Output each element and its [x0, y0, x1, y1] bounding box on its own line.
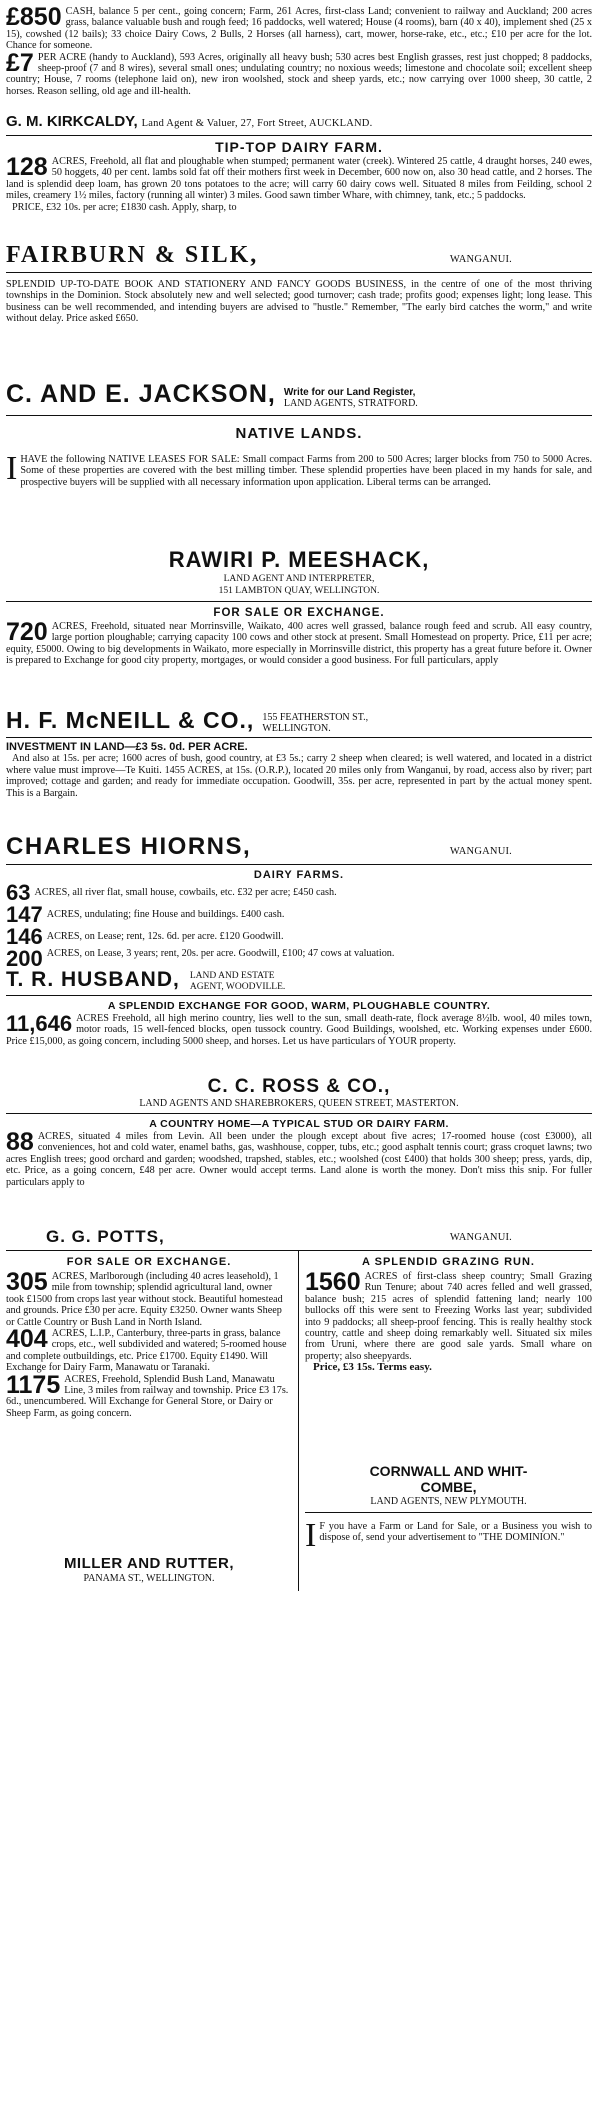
husband-item-text: ACRES, on Lease; rent, 12s. 6d. per acre. £120 Goodwill.: [46, 931, 284, 942]
ad-potts: [6, 1114, 592, 1251]
husband-item-text: ACRES, all river flat, small house, cowbails, etc. £32 per acre; £450 cash.: [34, 887, 337, 898]
husband-item-lead: 63: [6, 882, 31, 904]
ad-ross: [6, 996, 592, 1114]
potts-signature: [6, 1227, 592, 1247]
husband-title-1: LAND AND ESTATE: [189, 971, 275, 981]
ross-lead: 11,646: [6, 1011, 73, 1036]
cornwall-text: ACRES of first-class sheep country; Small Grazing Run Tenure; about 740 acres felled and well grassed, balance bush; 215 acres of splendid fattening land; nearly 100 bullocks off this were sent to Freezing Works last year; subdivided into 9 paddocks; all sheep-proof fencing. This is really healthy stock country, cattle and sheep doing remarkably well. Situated six miles from Uruni, where there are good sale yards. Small whare on property; also sheepyards.: [305, 1271, 592, 1362]
hiorns-title: INVESTMENT IN LAND—£3 5s. 0d. PER ACRE.: [6, 741, 248, 753]
jackson-body: [6, 279, 592, 325]
ross-name: C. C. ROSS & CO.,: [207, 1076, 391, 1097]
husband-item: [6, 948, 592, 970]
mcneill-address: [262, 712, 368, 734]
husband-item-text: ACRES, on Lease, 3 years; rent, 20s. per acre. Goodwill, £100; 47 cows at valuation.: [46, 948, 395, 959]
kirkcaldy-address: Land Agent & Valuer, 27, Fort Street, AUCKLAND.: [141, 118, 373, 129]
husband-item-text: ACRES, undulating; fine House and buildings. £400 cash.: [46, 909, 285, 920]
fairburn-lead: 128: [6, 153, 48, 181]
husband-item: [6, 904, 592, 926]
cornwall-heading: A SPLENDID GRAZING RUN.: [362, 1256, 535, 1268]
husband-signature: [6, 968, 592, 992]
kirkcaldy-text-2: PER ACRE (handy to Auckland), 593 Acres, originally all heavy bush; 530 acres best English grasses, rest just chopped; 8 paddocks, sheep-proof (7 and 8 wires), several small ones; undulating country; no noxious weeds; limestone and chocolate soil; excellent sheep country; House, 7 rooms (telephone laid on), new iron woolshed, stock and sheep yards, etc.; now carrying over 1000 sheep, 30 cattle, 2 horses. Reason selling, old age and ill-health.: [6, 51, 592, 97]
potts-lead: 88: [6, 1128, 34, 1156]
miller-name: MILLER AND RUTTER,: [63, 1555, 235, 1572]
meeshack-body: [6, 450, 592, 488]
miller-item-lead: 305: [6, 1271, 48, 1296]
cornwall-name-1: CORNWALL AND WHIT-: [369, 1463, 528, 1479]
fairburn-text: ACRES, Freehold, all flat and ploughable when stumped; permanent water (creek). Wintered 25 cattle, 4 draught horses, 240 ewes, 50 hoggets, 40 per cent. lambs sold fat off their mothers first week in December, 600 now on, also 30 head cattle, and 2 horses. The land is splendid deep loam, has grown 20 tons potatoes to the acre; will carry 60 dairy cows well. Situated 8 miles from Feilding, school 2 miles, creamery 1½ miles, factory (running all winter) 3 miles. Good sawn timber Whare, with chimney, tank, etc.; 5 paddocks.: [6, 156, 592, 202]
husband-title-2: AGENT, WOODVILLE.: [189, 981, 286, 992]
husband-item-lead: 146: [6, 926, 43, 948]
husband-item: [6, 926, 592, 948]
right-column: [299, 1251, 592, 1591]
miller-address: PANAMA ST., WELLINGTON.: [83, 1573, 215, 1584]
husband-name: T. R. HUSBAND,: [6, 968, 180, 991]
mcneill-name: H. F. McNEILL & CO.,: [6, 707, 255, 733]
meeshack-address: 151 LAMBTON QUAY, WELLINGTON.: [218, 586, 380, 596]
jackson-note-1: Write for our Land Register,: [283, 387, 416, 398]
ad-miller: [6, 1251, 299, 1591]
miller-heading: FOR SALE OR EXCHANGE.: [66, 1256, 232, 1268]
ad-mcneill: [6, 602, 592, 738]
kirkcaldy-signature: [6, 113, 592, 131]
potts-heading: A COUNTRY HOME—A TYPICAL STUD OR DAIRY FARM.: [149, 1118, 449, 1130]
ross-body: [6, 1013, 592, 1047]
ross-heading: A SPLENDID EXCHANGE FOR GOOD, WARM, PLOUGHABLE COUNTRY.: [107, 1000, 491, 1012]
mcneill-text: ACRES, Freehold, situated near Morrinsville, Waikato, 400 acres well grassed, balance rough feed and scrub. All easy country, large portion ploughable; carrying capacity 100 cows and other stock at present. Small Homestead on property. Price, £11 per acre; equity, £5000. Owing to big developments in Waikato, more especially in Morrinsville district, this property has a great future before it. Owner is prepared to Exchange for good city property, mortgages, or would consider a good business. For full particulars, apply: [6, 621, 592, 667]
fairburn-signature: [6, 242, 592, 269]
meeshack-signature: [6, 547, 592, 597]
meeshack-title: LAND AGENT AND INTERPRETER,: [223, 574, 375, 584]
miller-item-text: ACRES, Marlborough (including 40 acres leasehold), 1 mile from township; splendid agricultural land, owner took £1500 from crops last year without stock. Beautiful homestead and grounds. Price £30 per acre. Equity £3250. Owner wants Sheep or Cattle Country or Bush Land in North Island.: [6, 1271, 283, 1328]
meeshack-name: RAWIRI P. MEESHACK,: [168, 547, 430, 572]
husband-item: [6, 882, 592, 904]
mcneill-body: [6, 618, 592, 667]
fairburn-price: PRICE, £32 10s. per acre; £1830 cash. Apply, sharp, to: [12, 201, 237, 213]
ad-kirkcaldy: [6, 4, 592, 136]
mcneill-signature: [6, 707, 592, 734]
ross-text: ACRES Freehold, all high merino country, lies well to the sun, small death-rate, flock average 8½lb. wool, 40 miles town, motor roads, 15 well-fenced blocks, open tussock country. Good Buildings, woolshed, etc. Working expenses under £600. Price £15,000, as going concern, including 5000 sheep, and horses. Let us have particulars of YOUR property.: [6, 1013, 592, 1047]
dominion-text: F you have a Farm or Land for Sale, or a Business you wish to dispose of, send your advertisement to "THE DOMINION.": [319, 1521, 592, 1544]
ad-meeshack: [6, 416, 592, 602]
dominion-body: [305, 1517, 592, 1554]
cornwall-price: Price, £3 15s. Terms easy.: [313, 1361, 432, 1374]
miller-item: [6, 1328, 292, 1374]
ad-jackson: [6, 273, 592, 416]
meeshack-text: HAVE the following NATIVE LEASES FOR SALE: Small compact Farms from 200 to 500 Acres; larger blocks from 750 to 5000 Acres. Some of these properties are covered with the best milling timber. These splendid properties have been placed in my hands for sale, and prospective buyers will be supplied with all necessary information upon application. Liberal terms can be arranged.: [20, 454, 592, 488]
jackson-signature: [6, 380, 592, 409]
husband-item-lead: 147: [6, 904, 43, 926]
ross-address: LAND AGENTS AND SHAREBROKERS, QUEEN STREET, MASTERTON.: [139, 1098, 459, 1109]
ad-cornwall: [305, 1251, 592, 1513]
miller-item-lead: 404: [6, 1328, 48, 1354]
kirkcaldy-para-2: [6, 48, 592, 98]
meeshack-heading: NATIVE LANDS.: [235, 425, 363, 442]
jackson-name: C. AND E. JACKSON,: [6, 380, 276, 408]
husband-item-lead: 200: [6, 948, 43, 970]
kirkcaldy-lead-acre: £7: [6, 48, 34, 77]
potts-text: ACRES, situated 4 miles from Levin. All been under the plough except about five acres; 17-roomed house (cost £3000), all conveniences, hot and cold water, enamel baths, gas, washhouse, copper, tubs, etc.; good asphalt tennis court; grass croquet lawns; two acres English trees; good orchard and garden; woodshed, trapshed, stables, etc.; woolshed (cost £400) that holds 300 sheep; press, yards, dip, etc. Price, as a going concern, £48 per acre. Owner would accept terms. Land alone is worth the money. Don't miss this snip. For fuller particulars apply to: [6, 1131, 592, 1188]
miller-item-text: ACRES, Freehold, Splendid Bush Land, Manawatu Line, 3 miles from railway and township. Price £3 17s. 6d., unencumbered. Will Exchange for General Store, or Dairy or Sheep Farm, as going concern.: [6, 1373, 289, 1419]
potts-name: G. G. POTTS,: [46, 1227, 165, 1246]
fairburn-body: [6, 153, 592, 213]
meeshack-dropcap: I: [6, 450, 18, 487]
cornwall-signature: [305, 1463, 592, 1508]
ross-signature: [6, 1076, 592, 1110]
mcneill-address-2: WELLINGTON.: [262, 723, 331, 734]
husband-title: [190, 971, 285, 992]
dominion-dropcap: I: [305, 1517, 317, 1554]
miller-item-text: ACRES, L.I.P., Canterbury, three-parts in grass, balance crops, etc., well subdivided and watered; 5-roomed house and complete outbuildings, etc. Price £1700. Equity £1490. Will Exchange for Dairy Farm, Manawatu or Taranaki.: [6, 1328, 287, 1374]
ad-fairburn: [6, 136, 592, 273]
fairburn-name: FAIRBURN & SILK,: [6, 242, 259, 268]
mcneill-lead: 720: [6, 618, 48, 646]
miller-item: [6, 1271, 292, 1328]
fairburn-place: WANGANUI.: [449, 254, 512, 265]
mcneill-address-1: 155 FEATHERSTON ST.,: [262, 712, 369, 723]
miller-item-lead: 1175: [6, 1373, 61, 1399]
husband-heading: DAIRY FARMS.: [253, 869, 345, 881]
cornwall-lead: 1560: [305, 1268, 361, 1296]
kirkcaldy-para-1: [6, 6, 592, 52]
mcneill-heading: FOR SALE OR EXCHANGE.: [213, 607, 385, 619]
kirkcaldy-name: G. M. KIRKCALDY,: [6, 113, 138, 130]
cornwall-body: [305, 1268, 592, 1374]
miller-item: [6, 1374, 292, 1420]
potts-place: WANGANUI.: [449, 1232, 512, 1243]
hiorns-signature: [6, 833, 592, 861]
ad-dominion: [305, 1513, 592, 1554]
cornwall-address: LAND AGENTS, NEW PLYMOUTH.: [370, 1496, 527, 1507]
ad-husband: [6, 865, 592, 996]
miller-signature: [6, 1555, 292, 1585]
ad-hiorns: [6, 738, 592, 865]
cornwall-name-2: COMBE,: [420, 1479, 477, 1495]
hiorns-name: CHARLES HIORNS,: [6, 833, 252, 860]
hiorns-text: And also at 15s. per acre; 1600 acres of bush, good country, at £3 5s.; carry 2 sheep when cleared; is well watered, and located in a district where value must improve—Te Kuiti. 1455 ACRES, at 15s. (O.R.P.), located 20 miles only from Wanganui, by road, access also by river; part improved; cottage and garden; and ready for immediate occupation. Goodwill, 35s. per acre, represented in part by the actual money spent. This is a Bargain.: [6, 753, 592, 799]
hiorns-place: WANGANUI.: [449, 846, 512, 857]
kirkcaldy-lead-price: £850: [6, 4, 62, 31]
kirkcaldy-text-1: CASH, balance 5 per cent., going concern; Farm, 261 Acres, first-class Land; convenient to railway and Auckland; 200 acres grass, balance valuable bush and rough feed; 16 paddocks, well watered; House (4 rooms), barn (40 x 40), implement shed (25 x 15), cowshed (12 bails); 33 choice Dairy Cows, 2 Bulls, 2 Horses (all harness), cart, mower, horse-rake, etc., etc.; £10 per acre for the lot. Chance for someone.: [6, 6, 592, 52]
hiorns-body: [6, 742, 592, 799]
jackson-note: [284, 387, 418, 409]
potts-body: [6, 1128, 592, 1188]
bottom-columns: [6, 1251, 592, 1591]
jackson-text: SPLENDID UP-TO-DATE BOOK AND STATIONERY AND FANCY GOODS BUSINESS, in the centre of one of the most thriving townships in the Dominion. Stock absolutely new and well selected; good turnover; cash trade; profits good; expenses light; long lease. This business can be well recommended, and intending buyers are advised to "hustle." Remember, "The early bird catches the worm," and write without delay. Price asked £650.: [6, 279, 592, 325]
fairburn-heading: TIP-TOP DAIRY FARM.: [215, 139, 383, 155]
jackson-note-2: LAND AGENTS, STRATFORD.: [283, 398, 418, 409]
